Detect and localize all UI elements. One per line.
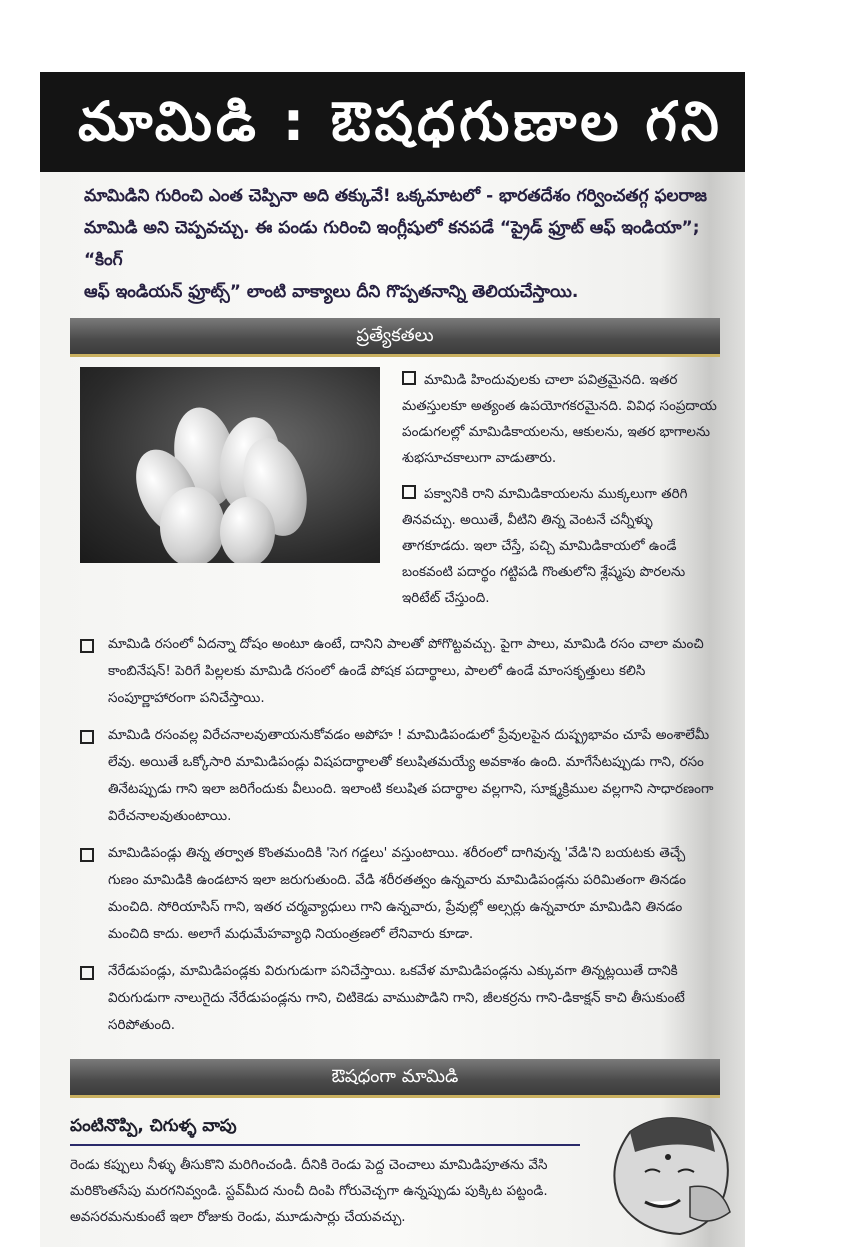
intro-line: ఆఫ్ ఇండియన్ ఫ్రూట్స్” లాంటి వాక్యాలు దీని గొప్పతనాన్ని తెలియచేస్తాయి.	[84, 282, 579, 302]
checkbox-bullet-icon	[80, 730, 94, 744]
list-item	[80, 840, 720, 948]
checkbox-bullet-icon	[80, 848, 94, 862]
checkbox-bullet-icon	[402, 371, 416, 385]
list-item	[80, 958, 720, 1039]
list-item-text: నేరేడుపండ్లు, మామిడిపండ్లకు విరుగుడుగా పనిచేస్తాయి. ఒకవేళ మామిడిపండ్లను ఎక్కువగా తిన్నట్లయితే దానికి విరుగుడుగా నాలుగైదు నేరేడుపండ్లను గాని, చిటికెడు వాముపొడిని గాని, జీలకర్రను గాని-డికాక్షన్ కాచి తీసుకుంటే సరిపోతుంది.	[108, 963, 685, 1033]
list-item-text: మామిడి రసంలో ఏదన్నా దోషం అంటూ ఉంటే, దానిని పాలతో పోగొట్టవచ్చు. పైగా పాలు, మామిడి రసం చాలా మంచి కాంబినేషన్! పెరిగే పిల్లలకు మామిడి రసంలో ఉండే పోషక పదార్థాలు, పాలలో ఉండే మాంసకృత్తులు కలిసి సంపూర్ణాహారంగా పనిచేస్తాయి.	[108, 636, 704, 706]
page-title: మామిడి : ఔషధగుణాల గని	[78, 90, 723, 153]
checkbox-bullet-icon	[80, 639, 94, 653]
side-points	[402, 367, 720, 621]
features-row	[80, 367, 720, 621]
list-item	[80, 722, 720, 830]
intro-line: మామిడి అని చెప్పవచ్చు. ఈ పండు గురించి ఇంగ్లీషులో కనపడే “ప్రైడ్ ఫ్రూట్ ఆఫ్ ఇండియా”; “కింగ్	[84, 218, 700, 270]
remedy-heading: పంటినొప్పి, చిగుళ్ళ వాపు	[70, 1112, 580, 1146]
side-point	[402, 367, 720, 471]
mango-photo	[80, 367, 380, 563]
remedy-section	[70, 1112, 740, 1237]
list-item-text: మామిడి రసంవల్ల విరేచనాలవుతాయనుకోవడం అపోహ ! మామిడిపండులో ప్రేవులపైన దుష్ప్రభావం చూపే అంశాలేమీ లేవు. అయితే ఒక్కోసారి మామిడిపండ్లు విషపదార్థాలతో కలుషితమయ్యే అవకాశం ఉంది. మాగేసేటప్పుడు గాని, రసం తినేటప్పుడు గాని ఇలా జరిగేందుకు వీలుంది. ఇలాంటి కలుషిత పదార్థాల వల్లగాని, సూక్ష్మక్రిముల వల్లగాని సాధారణంగా విరేచనాలవుతుంటాయి.	[108, 727, 714, 824]
bullet-list	[80, 631, 720, 1049]
remedy-text: రెండు కప్పులు నీళ్ళు తీసుకొని మరిగించండి. దీనికి రెండు పెద్ద చెంచాలు మామిడిపూతను వేసి మరికొంతసేపు మరగనివ్వండి. స్టవ్‌మీద నుంచీ దింపి గోరువెచ్చగా ఉన్నప్పుడు పుక్కిట పట్టండి. అవసరమనుకుంటే ఇలా రోజుకు రెండు, మూడుసార్లు చేయవచ్చు.	[70, 1157, 548, 1225]
checkbox-bullet-icon	[402, 485, 416, 499]
side-point	[402, 481, 720, 611]
intro-line: మామిడిని గురించి ఎంత చెప్పినా అది తక్కువే! ఒక్కమాటలో - భారతదేశం గర్వించతగ్గ ఫలరాజ	[84, 186, 707, 206]
intro-paragraph	[84, 180, 725, 308]
checkbox-bullet-icon	[80, 966, 94, 980]
scanned-page	[40, 72, 745, 1247]
toothache-woman-illustration	[590, 1112, 740, 1237]
section-header-features: ప్రత్యేకతలు	[70, 318, 720, 357]
list-item	[80, 631, 720, 712]
title-bar	[40, 72, 745, 172]
remedy-column	[70, 1112, 580, 1230]
side-point-text: మామిడి హిందువులకు చాలా పవిత్రమైనది. ఇతర మతస్తులకూ అత్యంత ఉపయోగకరమైనది. వివిధ సంప్రదాయ పండుగలల్లో మామిడికాయలను, ఆకులను, ఇతర భాగాలను శుభసూచకాలుగా వాడుతారు.	[402, 372, 717, 466]
side-point-text: పక్వానికి రాని మామిడికాయలను ముక్కలుగా తరిగి తినవచ్చు. అయితే, వీటిని తిన్న వెంటనే చన్నీళ్ళు తాగకూడదు. ఇలా చేస్తే, పచ్చి మామిడికాయలో ఉండే బంకవంటి పదార్థం గట్టిపడి గొంతులోని శ్లేష్మపు పొరలను ఇరిటేట్ చేస్తుంది.	[402, 486, 688, 606]
section-header-medicinal: ఔషధంగా మామిడి	[70, 1059, 720, 1098]
list-item-text: మామిడిపండ్లు తిన్న తర్వాత కొంతమందికి 'సెగ గడ్డలు' వస్తుంటాయి. శరీరంలో దాగివున్న 'వేడి'ని బయటకు తెచ్చే గుణం మామిడికి ఉండటాన ఇలా జరుగుతుంది. వేడి శరీరతత్వం ఉన్నవారు మామిడిపండ్లను పరిమితంగా తినడం మంచిది. సోరియాసిస్ గాని, ఇతర చర్మవ్యాధులు గాని ఉన్నవారు, ప్రేవుల్లో అల్సర్లు ఉన్నవారూ మామిడిని తినడం మంచిది కాదు. అలాగే మధుమేహవ్యాధి నియంత్రణలో లేనివారు కూడా.	[108, 845, 686, 942]
